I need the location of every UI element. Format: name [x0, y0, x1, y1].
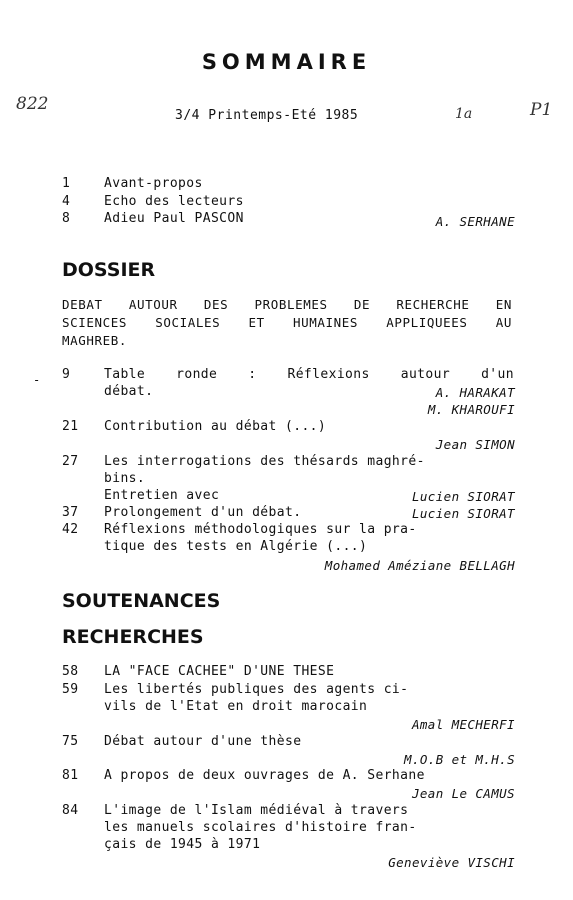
entry-title: L'image de l'Islam médiéval à travers	[104, 803, 409, 818]
page-title: SOMMAIRE	[201, 50, 372, 74]
entry-title: Adieu Paul PASCON	[104, 211, 244, 226]
page-number: 4	[62, 194, 71, 209]
entry-title: Prolongement d'un débat.	[104, 505, 302, 520]
page-number: 9	[62, 367, 71, 382]
page-number: 42	[62, 522, 79, 537]
entry-author: Mohamed Améziane BELLAGH	[324, 558, 515, 573]
entry-author: M.O.B et M.H.S	[404, 752, 515, 767]
page-number: 58	[62, 664, 79, 679]
entry-author: A. HARAKAT	[435, 385, 515, 400]
handwritten-note-left: 822	[16, 94, 49, 114]
margin-mark: -	[33, 373, 41, 387]
entry-title-continuation: tique des tests en Algérie (...)	[104, 539, 368, 554]
page-number: 1	[62, 176, 71, 191]
entry-title: Réflexions méthodologiques sur la pra-	[104, 522, 417, 537]
page-number: 81	[62, 768, 79, 783]
entry-author: A. SERHANE	[435, 214, 515, 229]
page-number: 84	[62, 803, 79, 818]
entry-author: Lucien SIORAT	[411, 489, 515, 504]
handwritten-note-mid: 1a	[455, 106, 473, 122]
section-heading-dossier: DOSSIER	[62, 259, 156, 281]
page-number: 21	[62, 419, 79, 434]
page-number: 27	[62, 454, 79, 469]
entry-author: Geneviève VISCHI	[388, 855, 515, 870]
entry-title-continuation: les manuels scolaires d'histoire fran-	[104, 820, 417, 835]
entry-title-continuation: vils de l'Etat en droit marocain	[104, 699, 368, 714]
entry-title: Table ronde : Réflexions autour d'un	[104, 367, 514, 382]
handwritten-note-right: P1	[530, 100, 553, 120]
issue-line: 3/4 Printemps-Eté 1985	[175, 108, 359, 123]
section-heading-recherches: RECHERCHES	[62, 626, 204, 648]
page-number: 75	[62, 734, 79, 749]
dossier-intro-line: DEBAT AUTOUR DES PROBLEMES DE RECHERCHE EN	[62, 297, 512, 312]
entry-author: Jean SIMON	[435, 437, 515, 452]
entry-title-continuation: Entretien avec	[104, 488, 220, 503]
entry-title-continuation: bins.	[104, 471, 146, 486]
entry-title: LA "FACE CACHEE" D'UNE THESE	[104, 664, 335, 679]
dossier-intro-line: MAGHREB.	[62, 333, 128, 348]
entry-title: Les interrogations des thésards maghré-	[104, 454, 425, 469]
entry-author: Amal MECHERFI	[411, 717, 515, 732]
entry-author: M. KHAROUFI	[427, 402, 515, 417]
entry-title: Débat autour d'une thèse	[104, 734, 302, 749]
entry-title: Echo des lecteurs	[104, 194, 244, 209]
page-number: 37	[62, 505, 79, 520]
entry-author: Lucien SIORAT	[411, 506, 515, 521]
entry-title: A propos de deux ouvrages de A. Serhane	[104, 768, 425, 783]
entry-title: Avant-propos	[104, 176, 203, 191]
entry-title-continuation: débat.	[104, 384, 154, 399]
dossier-intro	[62, 296, 512, 350]
section-heading-soutenances: SOUTENANCES	[62, 590, 221, 612]
page-number: 59	[62, 682, 79, 697]
entry-title: Les libertés publiques des agents ci-	[104, 682, 409, 697]
entry-title: Contribution au débat (...)	[104, 419, 327, 434]
page-number: 8	[62, 211, 71, 226]
entry-title-continuation: çais de 1945 à 1971	[104, 837, 261, 852]
entry-author: Jean Le CAMUS	[411, 786, 515, 801]
dossier-intro-line: SCIENCES SOCIALES ET HUMAINES APPLIQUEES AU	[62, 315, 512, 330]
